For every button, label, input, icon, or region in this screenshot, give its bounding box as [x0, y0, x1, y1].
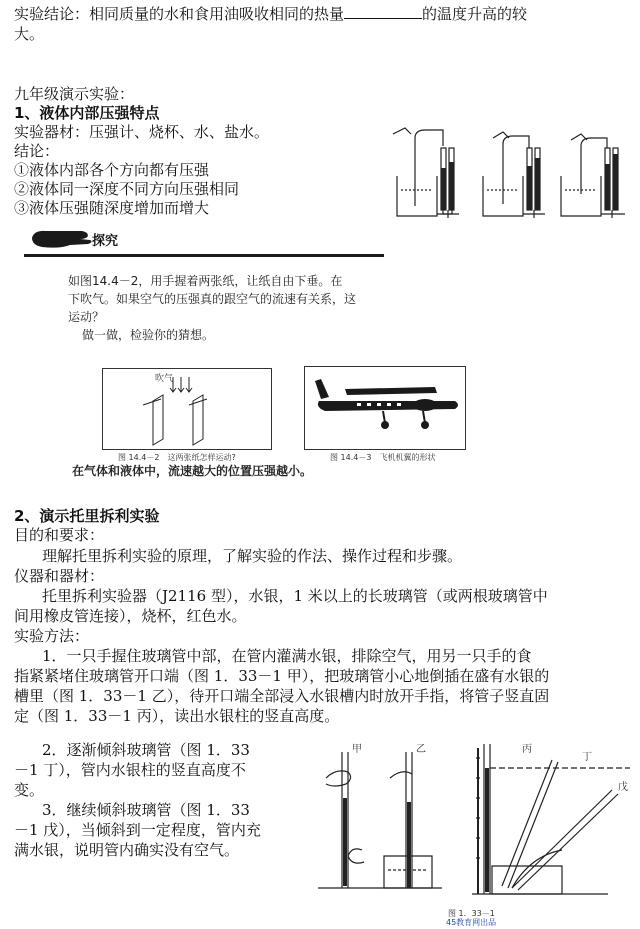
- conclusion-text-b: 的温度升高的较: [422, 5, 528, 23]
- caption-right: 图 14.4－3 飞机机翼的形状: [330, 453, 436, 462]
- airplane-figure: [304, 366, 466, 450]
- pressure-gauge-figure: [385, 124, 630, 224]
- purpose-label: 目的和要求：: [14, 526, 105, 544]
- explore-summary: 在气体和液体中，流速越大的位置压强越小。: [72, 464, 313, 478]
- explore-banner: 探究: [92, 234, 119, 249]
- step2-line-2: －1 丁），管内水银柱的竖直高度不: [14, 761, 246, 779]
- fig-caption: 图 1．33－1: [448, 909, 495, 918]
- paper-figure: [102, 368, 272, 450]
- step3-line-1: 3．继续倾斜玻璃管（图 1．33: [42, 801, 250, 819]
- equipment-text-1: 托里拆利实验器（J2116 型），水银，1 米以上的长玻璃管（或两根玻璃管中: [42, 587, 548, 605]
- fig-label-wu: 戊: [618, 782, 628, 793]
- fig-label-bing: 丙: [522, 744, 532, 755]
- torricelli-figure: [312, 738, 634, 906]
- fig-label-jia: 甲: [352, 744, 362, 755]
- conclusion-line-1: [14, 4, 527, 24]
- section1-heading: 1、液体内部压强特点: [14, 104, 160, 122]
- watermark-text: 45教育网出品: [446, 918, 497, 927]
- conclusion-text-a: 实验结论：相同质量的水和食用油吸收相同的热量: [14, 5, 345, 23]
- section2-heading: 2、演示托里拆利实验: [14, 507, 160, 525]
- equipment-label: 仪器和器材：: [14, 567, 105, 585]
- point-2: ②液体同一深度不同方向压强相同: [14, 180, 240, 198]
- explore-text-4: 做一做，检验你的猜想。: [82, 328, 215, 342]
- step2-line-1: 2．逐渐倾斜玻璃管（图 1．33: [42, 741, 250, 759]
- step3-line-3: 满水银，说明管内确实没有空气。: [14, 841, 240, 859]
- explore-text-1: 如图14.4－2，用手握着两张纸，让纸自由下垂。在: [68, 274, 343, 288]
- step1-line-2: 指紧紧堵住玻璃管开口端（图 1．33－1 甲），把玻璃管小心地倒插在盛有水银的: [14, 667, 550, 685]
- hand-pointer-icon: [30, 228, 100, 250]
- step1-line-1: 1．一只手握住玻璃管中部，在管内灌满水银，排除空气，用另一只手的食: [42, 647, 532, 665]
- grade-title: 九年级演示实验：: [14, 85, 135, 103]
- step2-line-3: 变。: [14, 781, 45, 799]
- fig-label-yi: 乙: [416, 744, 426, 755]
- point-1: ①液体内部各个方向都有压强: [14, 161, 210, 179]
- fig-label-ding: 丁: [582, 752, 592, 763]
- blow-label: 吹气: [155, 374, 174, 384]
- step1-line-4: 定（图 1．33－1 丙），读出水银柱的竖直高度。: [14, 707, 340, 725]
- equipment-text-2: 间用橡皮管连接），烧杯，红色水。: [14, 607, 247, 625]
- explore-rule: [24, 254, 384, 257]
- answer-blank[interactable]: [344, 4, 422, 19]
- equipment-line: 实验器材：压强计、烧杯、水、盐水。: [14, 123, 270, 141]
- conclusion-line-2: 大。: [14, 25, 45, 43]
- purpose-text: 理解托里拆利实验的原理，了解实验的作法、操作过程和步骤。: [42, 547, 463, 565]
- explore-text-2: 下吹气。如果空气的压强真的跟空气的流速有关系，这: [68, 292, 357, 306]
- method-label: 实验方法：: [14, 627, 90, 645]
- point-3: ③液体压强随深度增加而增大: [14, 199, 210, 217]
- step3-line-2: －1 戊），当倾斜到一定程度，管内充: [14, 821, 261, 839]
- step1-line-3: 槽里（图 1．33－1 乙），待开口端全部浸入水银槽内时放开手指，将管子竖直固: [14, 687, 550, 705]
- conclusion-label: 结论：: [14, 142, 60, 160]
- caption-left: 图 14.4－2 这两张纸怎样运动?: [118, 453, 236, 462]
- explore-text-3: 运动？: [68, 310, 105, 324]
